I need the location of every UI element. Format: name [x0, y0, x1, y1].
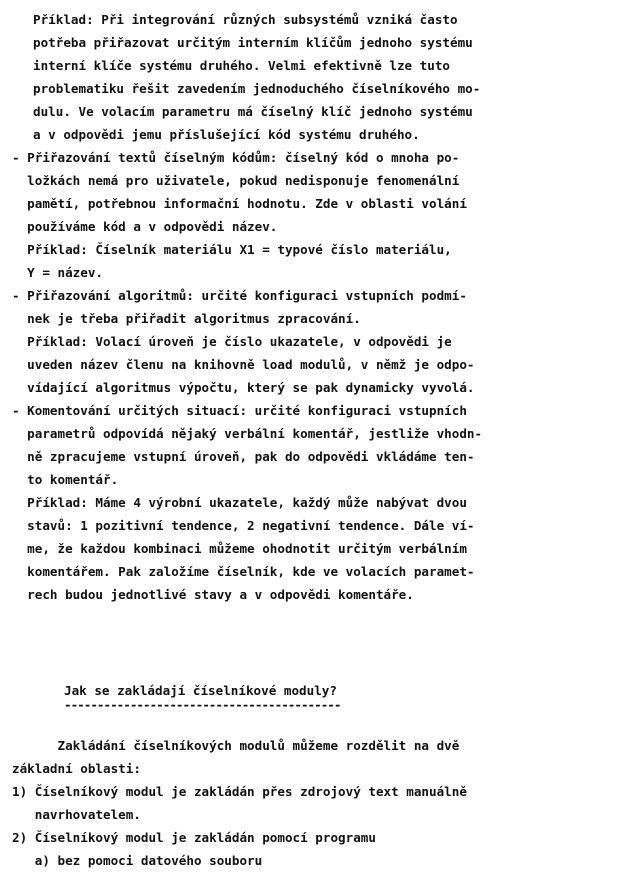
text-line: Příklad: Při integrování různých subsystémů vzniká často: [33, 12, 458, 27]
text-line: - Přiřazování algoritmů: určité konfiguraci vstupních podmí-: [12, 288, 467, 303]
text-line: základní oblasti:: [12, 761, 141, 776]
text-line: potřeba přiřazovat určitým interním klíčům jednoho systému: [33, 35, 473, 50]
text-line: interní klíče systému druhého. Velmi efektivně lze tuto: [33, 58, 451, 73]
text-line: navrhovatelem.: [12, 807, 141, 822]
text-line: Příklad: Máme 4 výrobní ukazatele, každý může nabývat dvou: [12, 495, 467, 510]
text-line: dulu. Ve volacím parametru má číselný klíč jednoho systému: [33, 104, 473, 119]
text-line: používáme kód a v odpovědi název.: [12, 219, 278, 234]
text-line: ložkách nemá pro uživatele, pokud nedisponuje fenomenální: [12, 173, 460, 188]
section-heading: Jak se zakládají číselníkové moduly?: [64, 683, 337, 698]
text-line: uveden název členu na knihovně load modulů, v němž je odpo-: [12, 357, 475, 372]
text-line: komentářem. Pak založíme číselník, kde ve volacích paramet-: [12, 564, 475, 579]
text-line: Příklad: Číselník materiálu X1 = typové číslo materiálu,: [12, 242, 452, 257]
text-line: Příklad: Volací úroveň je číslo ukazatele, v odpovědi je: [12, 334, 452, 349]
text-line: 1) Číselníkový modul je zakládán přes zdrojový text manuálně: [12, 784, 467, 799]
text-line: to komentář.: [12, 472, 119, 487]
text-line: nek je třeba přiřadit algoritmus zpracování.: [12, 311, 361, 326]
text-line: parametrů odpovídá nějaký verbální komentář, jestliže vhodn-: [12, 426, 483, 441]
text-line: rech budou jednotlivé stavy a v odpovědi komentáře.: [12, 587, 414, 602]
text-line: ně zpracujeme vstupní úroveň, pak do odpovědi vkládáme ten-: [12, 449, 475, 464]
text-line: Zakládání číselníkových modulů můžeme rozdělit na dvě: [12, 738, 460, 753]
text-line: a) bez pomoci datového souboru: [12, 853, 263, 868]
heading-underline: ------------------------------------------: [64, 697, 341, 712]
text-line: 2) Číselníkový modul je zakládán pomocí programu: [12, 830, 376, 845]
text-line: Y = název.: [12, 265, 103, 280]
text-line: - Komentování určitých situací: určité konfiguraci vstupních: [12, 403, 467, 418]
text-line: vídající algoritmus výpočtu, který se pak dynamicky vyvolá.: [12, 380, 475, 395]
text-line: a v odpovědi jemu příslušející kód systému druhého.: [33, 127, 420, 142]
text-line: me, že každou kombinaci můžeme ohodnotit určitým verbálním: [12, 541, 467, 556]
text-line: problematiku řešit zavedením jednoduchého číselníkového mo-: [33, 81, 481, 96]
text-line: stavů: 1 pozitivní tendence, 2 negativní tendence. Dále ví-: [12, 518, 475, 533]
text-line: - Přiřazování textů číselným kódům: číselný kód o mnoha po-: [12, 150, 460, 165]
text-line: pamětí, potřebnou informační hodnotu. Zde v oblasti volání: [12, 196, 467, 211]
